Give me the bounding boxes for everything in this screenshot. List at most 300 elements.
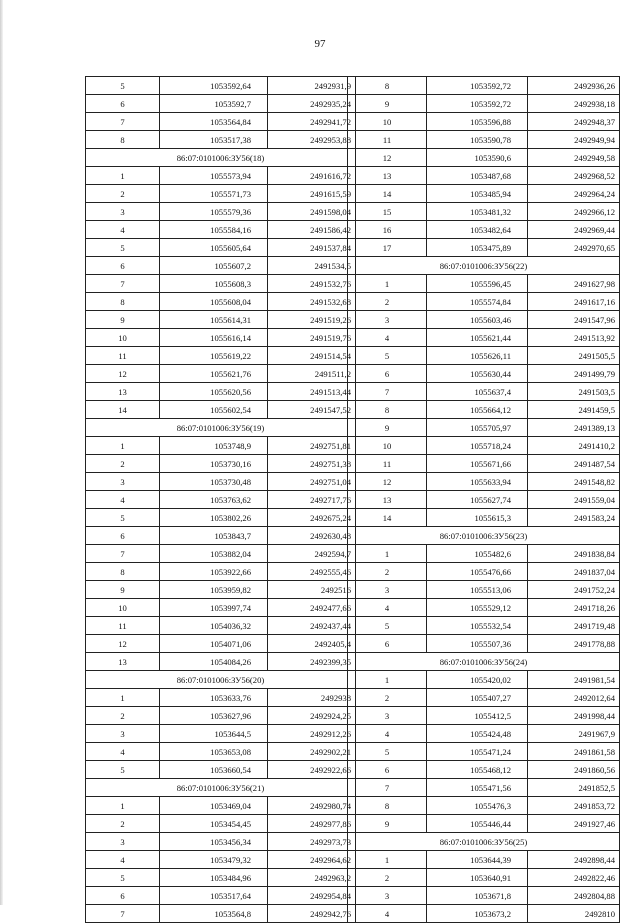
- table-row: [348, 437, 620, 455]
- table-row: [86, 167, 356, 185]
- x-coordinate-cell: 1053592,72: [427, 95, 528, 113]
- parcel-id: 86:07:0101006:ЗУ56(21): [86, 779, 356, 797]
- y-coordinate-cell: 2492810: [528, 905, 620, 923]
- table-row: [348, 851, 620, 869]
- y-coordinate-cell: 2491547,52: [268, 401, 356, 419]
- point-number-cell: 6: [86, 257, 160, 275]
- y-coordinate-cell: 2492516: [268, 581, 356, 599]
- table-row: [348, 365, 620, 383]
- point-number-cell: 9: [348, 419, 427, 437]
- y-coordinate-cell: 2491487,54: [528, 455, 620, 473]
- point-number-cell: 1: [348, 671, 427, 689]
- y-coordinate-cell: 2491511,2: [268, 365, 356, 383]
- table-row: [348, 563, 620, 581]
- x-coordinate-cell: 1053484,96: [160, 869, 268, 887]
- x-coordinate-cell: 1054071,06: [160, 635, 268, 653]
- point-number-cell: 4: [86, 491, 160, 509]
- x-coordinate-cell: 1053592,72: [427, 77, 528, 95]
- x-coordinate-cell: 1055705,97: [427, 419, 528, 437]
- x-coordinate-cell: 1053843,7: [160, 527, 268, 545]
- point-number-cell: 10: [348, 113, 427, 131]
- x-coordinate-cell: 1053660,54: [160, 761, 268, 779]
- parcel-id: 86:07:0101006:ЗУ56(19): [86, 419, 356, 437]
- point-number-cell: 12: [86, 365, 160, 383]
- table-row: [86, 401, 356, 419]
- point-number-cell: 17: [348, 239, 427, 257]
- point-number-cell: 8: [86, 563, 160, 581]
- y-coordinate-cell: 2491778,88: [528, 635, 620, 653]
- x-coordinate-cell: 1055513,06: [427, 581, 528, 599]
- table-row: [348, 887, 620, 905]
- point-number-cell: 11: [86, 617, 160, 635]
- x-coordinate-cell: 1055507,36: [427, 635, 528, 653]
- table-row: [348, 635, 620, 653]
- y-coordinate-cell: 2491534,5: [268, 257, 356, 275]
- y-coordinate-cell: 2492924,25: [268, 707, 356, 725]
- x-coordinate-cell: 1053802,26: [160, 509, 268, 527]
- point-number-cell: 11: [348, 131, 427, 149]
- point-number-cell: 2: [86, 815, 160, 833]
- point-number-cell: 4: [86, 743, 160, 761]
- x-coordinate-cell: 1053456,34: [160, 833, 268, 851]
- table-row: [86, 437, 356, 455]
- y-coordinate-cell: 2492399,35: [268, 653, 356, 671]
- x-coordinate-cell: 1055573,94: [160, 167, 268, 185]
- point-number-cell: 7: [348, 779, 427, 797]
- point-number-cell: 2: [348, 563, 427, 581]
- table-row: [86, 905, 356, 923]
- y-coordinate-cell: 2492477,66: [268, 599, 356, 617]
- y-coordinate-cell: 2492954,84: [268, 887, 356, 905]
- y-coordinate-cell: 2492912,26: [268, 725, 356, 743]
- table-row: [348, 581, 620, 599]
- point-number-cell: 13: [86, 653, 160, 671]
- table-row: [86, 815, 356, 833]
- x-coordinate-cell: 1055574,84: [427, 293, 528, 311]
- table-row: [348, 203, 620, 221]
- table-row: [86, 545, 356, 563]
- x-coordinate-cell: 1053590,6: [427, 149, 528, 167]
- table-row: [86, 599, 356, 617]
- x-coordinate-cell: 1055420,02: [427, 671, 528, 689]
- x-coordinate-cell: 1053596,88: [427, 113, 528, 131]
- y-coordinate-cell: 2492555,46: [268, 563, 356, 581]
- x-coordinate-cell: 1053469,04: [160, 797, 268, 815]
- point-number-cell: 13: [348, 167, 427, 185]
- x-coordinate-cell: 1053564,8: [160, 905, 268, 923]
- parcel-id: 86:07:0101006:ЗУ56(18): [86, 149, 356, 167]
- point-number-cell: 5: [348, 743, 427, 761]
- x-coordinate-cell: 1055608,3: [160, 275, 268, 293]
- point-number-cell: 4: [86, 221, 160, 239]
- parcel-id: 86:07:0101006:ЗУ56(23): [348, 527, 620, 545]
- y-coordinate-cell: 2491410,2: [528, 437, 620, 455]
- point-number-cell: 5: [86, 239, 160, 257]
- x-coordinate-cell: 1053517,64: [160, 887, 268, 905]
- table-row: [348, 239, 620, 257]
- table-row: [348, 383, 620, 401]
- x-coordinate-cell: 1053633,76: [160, 689, 268, 707]
- point-number-cell: 6: [348, 635, 427, 653]
- table-row: [348, 905, 620, 923]
- table-row: [86, 113, 356, 131]
- point-number-cell: 5: [86, 761, 160, 779]
- point-number-cell: 12: [86, 635, 160, 653]
- point-number-cell: 3: [86, 203, 160, 221]
- y-coordinate-cell: 2491513,44: [268, 383, 356, 401]
- table-row: [86, 707, 356, 725]
- table-row: [86, 221, 356, 239]
- point-number-cell: 1: [348, 275, 427, 293]
- table-row: [348, 545, 620, 563]
- table-row: [348, 779, 620, 797]
- x-coordinate-cell: 1055614,31: [160, 311, 268, 329]
- x-coordinate-cell: 1053479,32: [160, 851, 268, 869]
- table-row: [86, 329, 356, 347]
- point-number-cell: 8: [348, 797, 427, 815]
- table-row: [86, 563, 356, 581]
- y-coordinate-cell: 2492717,76: [268, 491, 356, 509]
- x-coordinate-cell: 1055596,45: [427, 275, 528, 293]
- y-coordinate-cell: 2492964,62: [268, 851, 356, 869]
- x-coordinate-cell: 1055468,12: [427, 761, 528, 779]
- table-row: [348, 689, 620, 707]
- y-coordinate-cell: 2492898,44: [528, 851, 620, 869]
- x-coordinate-cell: 1053487,68: [427, 167, 528, 185]
- point-number-cell: 7: [86, 905, 160, 923]
- y-coordinate-cell: 2492405,4: [268, 635, 356, 653]
- table-row: [86, 239, 356, 257]
- table-row: [348, 725, 620, 743]
- table-row: [348, 473, 620, 491]
- x-coordinate-cell: 1053763,62: [160, 491, 268, 509]
- x-coordinate-cell: 1053748,9: [160, 437, 268, 455]
- x-coordinate-cell: 1053475,89: [427, 239, 528, 257]
- point-number-cell: 5: [86, 77, 160, 95]
- x-coordinate-cell: 1055616,14: [160, 329, 268, 347]
- table-row: [348, 599, 620, 617]
- point-number-cell: 6: [86, 887, 160, 905]
- x-coordinate-cell: 1055471,24: [427, 743, 528, 761]
- point-number-cell: 7: [86, 545, 160, 563]
- parcel-header-row: [86, 779, 356, 797]
- y-coordinate-cell: 2492966,12: [528, 203, 620, 221]
- table-row: [86, 311, 356, 329]
- x-coordinate-cell: 1053592,64: [160, 77, 268, 95]
- table-row: [86, 473, 356, 491]
- x-coordinate-cell: 1053481,32: [427, 203, 528, 221]
- point-number-cell: 10: [86, 599, 160, 617]
- point-number-cell: 8: [348, 401, 427, 419]
- y-coordinate-cell: 2491853,72: [528, 797, 620, 815]
- y-coordinate-cell: 2492970,65: [528, 239, 620, 257]
- y-coordinate-cell: 2492949,58: [528, 149, 620, 167]
- parcel-id: 86:07:0101006:ЗУ56(20): [86, 671, 356, 689]
- parcel-header-row: [86, 671, 356, 689]
- table-row: [348, 221, 620, 239]
- y-coordinate-cell: 2492938,18: [528, 95, 620, 113]
- point-number-cell: 6: [348, 761, 427, 779]
- x-coordinate-cell: 1053482,64: [427, 221, 528, 239]
- x-coordinate-cell: 1055627,74: [427, 491, 528, 509]
- x-coordinate-cell: 1055424,48: [427, 725, 528, 743]
- y-coordinate-cell: 2491547,96: [528, 311, 620, 329]
- table-row: [86, 257, 356, 275]
- x-coordinate-cell: 1055584,16: [160, 221, 268, 239]
- table-row: [86, 365, 356, 383]
- point-number-cell: 4: [348, 725, 427, 743]
- table-row: [86, 383, 356, 401]
- point-number-cell: 7: [348, 383, 427, 401]
- point-number-cell: 10: [348, 437, 427, 455]
- page-number: 97: [314, 38, 326, 50]
- y-coordinate-cell: 2492822,46: [528, 869, 620, 887]
- point-number-cell: 1: [348, 851, 427, 869]
- x-coordinate-cell: 1053485,94: [427, 185, 528, 203]
- table-row: [86, 725, 356, 743]
- x-coordinate-cell: 1055482,6: [427, 545, 528, 563]
- x-coordinate-cell: 1055637,4: [427, 383, 528, 401]
- table-row: [348, 347, 620, 365]
- table-row: [86, 743, 356, 761]
- y-coordinate-cell: 2492675,24: [268, 509, 356, 527]
- point-number-cell: 16: [348, 221, 427, 239]
- point-number-cell: 8: [86, 131, 160, 149]
- x-coordinate-cell: 1055602,54: [160, 401, 268, 419]
- y-coordinate-cell: 2492931,9: [268, 77, 356, 95]
- y-coordinate-cell: 2491548,82: [528, 473, 620, 491]
- x-coordinate-cell: 1055718,24: [427, 437, 528, 455]
- point-number-cell: 15: [348, 203, 427, 221]
- y-coordinate-cell: 2492751,38: [268, 455, 356, 473]
- point-number-cell: 11: [86, 347, 160, 365]
- parcel-header-row: [86, 419, 356, 437]
- x-coordinate-cell: 1053922,66: [160, 563, 268, 581]
- y-coordinate-cell: 2491981,54: [528, 671, 620, 689]
- point-number-cell: 6: [348, 365, 427, 383]
- point-number-cell: 12: [348, 149, 427, 167]
- y-coordinate-cell: 2491505,5: [528, 347, 620, 365]
- x-coordinate-cell: 1053882,04: [160, 545, 268, 563]
- x-coordinate-cell: 1053959,82: [160, 581, 268, 599]
- x-coordinate-cell: 1055615,3: [427, 509, 528, 527]
- point-number-cell: 2: [348, 293, 427, 311]
- point-number-cell: 3: [86, 473, 160, 491]
- x-coordinate-cell: 1055532,54: [427, 617, 528, 635]
- x-coordinate-cell: 1055579,36: [160, 203, 268, 221]
- x-coordinate-cell: 1053564,84: [160, 113, 268, 131]
- x-coordinate-cell: 1055633,94: [427, 473, 528, 491]
- x-coordinate-cell: 1053644,5: [160, 725, 268, 743]
- table-row: [86, 689, 356, 707]
- point-number-cell: 6: [86, 527, 160, 545]
- y-coordinate-cell: 2491967,9: [528, 725, 620, 743]
- x-coordinate-cell: 1055476,3: [427, 797, 528, 815]
- y-coordinate-cell: 2492953,88: [268, 131, 356, 149]
- x-coordinate-cell: 1055630,44: [427, 365, 528, 383]
- x-coordinate-cell: 1055446,44: [427, 815, 528, 833]
- table-row: [348, 185, 620, 203]
- table-row: [86, 275, 356, 293]
- x-coordinate-cell: 1055608,04: [160, 293, 268, 311]
- x-coordinate-cell: 1053730,48: [160, 473, 268, 491]
- table-row: [348, 311, 620, 329]
- coordinates-table-left: [85, 76, 356, 923]
- parcel-header-row: [86, 149, 356, 167]
- point-number-cell: 2: [348, 689, 427, 707]
- y-coordinate-cell: 2491838,84: [528, 545, 620, 563]
- y-coordinate-cell: 2491861,58: [528, 743, 620, 761]
- point-number-cell: 2: [86, 455, 160, 473]
- point-number-cell: 10: [86, 329, 160, 347]
- table-row: [348, 113, 620, 131]
- point-number-cell: 3: [348, 707, 427, 725]
- y-coordinate-cell: 2492751,04: [268, 473, 356, 491]
- table-row: [348, 401, 620, 419]
- point-number-cell: 3: [86, 833, 160, 851]
- x-coordinate-cell: 1055620,56: [160, 383, 268, 401]
- y-coordinate-cell: 2491837,04: [528, 563, 620, 581]
- y-coordinate-cell: 2491616,72: [268, 167, 356, 185]
- x-coordinate-cell: 1055571,73: [160, 185, 268, 203]
- point-number-cell: 1: [86, 797, 160, 815]
- point-number-cell: 4: [348, 599, 427, 617]
- y-coordinate-cell: 2491459,5: [528, 401, 620, 419]
- table-row: [348, 275, 620, 293]
- point-number-cell: 3: [348, 581, 427, 599]
- x-coordinate-cell: 1055619,22: [160, 347, 268, 365]
- table-row: [348, 815, 620, 833]
- point-number-cell: 1: [86, 689, 160, 707]
- x-coordinate-cell: 1055407,27: [427, 689, 528, 707]
- y-coordinate-cell: 2491615,59: [268, 185, 356, 203]
- table-row: [86, 887, 356, 905]
- y-coordinate-cell: 2491537,84: [268, 239, 356, 257]
- y-coordinate-cell: 2492977,86: [268, 815, 356, 833]
- y-coordinate-cell: 2491852,5: [528, 779, 620, 797]
- y-coordinate-cell: 2491752,24: [528, 581, 620, 599]
- y-coordinate-cell: 2491719,48: [528, 617, 620, 635]
- parcel-header-row: [348, 257, 620, 275]
- parcel-header-row: [348, 653, 620, 671]
- point-number-cell: 3: [86, 725, 160, 743]
- y-coordinate-cell: 2492936,26: [528, 77, 620, 95]
- y-coordinate-cell: 2492964,24: [528, 185, 620, 203]
- table-row: [86, 761, 356, 779]
- point-number-cell: 3: [348, 887, 427, 905]
- table-row: [86, 491, 356, 509]
- x-coordinate-cell: 1055621,44: [427, 329, 528, 347]
- table-row: [86, 95, 356, 113]
- table-row: [348, 707, 620, 725]
- x-coordinate-cell: 1055671,66: [427, 455, 528, 473]
- table-row: [348, 797, 620, 815]
- y-coordinate-cell: 2492804,88: [528, 887, 620, 905]
- point-number-cell: 5: [86, 509, 160, 527]
- table-row: [348, 293, 620, 311]
- y-coordinate-cell: 2492942,76: [268, 905, 356, 923]
- parcel-header-row: [348, 527, 620, 545]
- point-number-cell: 5: [348, 617, 427, 635]
- table-row: [348, 131, 620, 149]
- y-coordinate-cell: 2491598,04: [268, 203, 356, 221]
- point-number-cell: 14: [348, 185, 427, 203]
- x-coordinate-cell: 1055607,2: [160, 257, 268, 275]
- y-coordinate-cell: 2492594,7: [268, 545, 356, 563]
- parcel-id: 86:07:0101006:ЗУ56(25): [348, 833, 620, 851]
- table-row: [348, 329, 620, 347]
- y-coordinate-cell: 2491998,44: [528, 707, 620, 725]
- table-row: [86, 347, 356, 365]
- point-number-cell: 9: [348, 815, 427, 833]
- table-row: [348, 149, 620, 167]
- y-coordinate-cell: 2491532,68: [268, 293, 356, 311]
- x-coordinate-cell: 1053517,38: [160, 131, 268, 149]
- y-coordinate-cell: 2491718,26: [528, 599, 620, 617]
- parcel-id: 86:07:0101006:ЗУ56(22): [348, 257, 620, 275]
- point-number-cell: 7: [86, 275, 160, 293]
- table-row: [86, 653, 356, 671]
- point-number-cell: 9: [86, 311, 160, 329]
- x-coordinate-cell: 1054084,26: [160, 653, 268, 671]
- y-coordinate-cell: 2492938: [268, 689, 356, 707]
- y-coordinate-cell: 2491519,76: [268, 329, 356, 347]
- y-coordinate-cell: 2492968,52: [528, 167, 620, 185]
- parcel-header-row: [348, 833, 620, 851]
- table-row: [348, 869, 620, 887]
- y-coordinate-cell: 2491617,16: [528, 293, 620, 311]
- x-coordinate-cell: 1053627,96: [160, 707, 268, 725]
- y-coordinate-cell: 2492980,74: [268, 797, 356, 815]
- point-number-cell: 2: [86, 707, 160, 725]
- x-coordinate-cell: 1055412,5: [427, 707, 528, 725]
- point-number-cell: 7: [86, 113, 160, 131]
- y-coordinate-cell: 2492902,21: [268, 743, 356, 761]
- y-coordinate-cell: 2492935,24: [268, 95, 356, 113]
- table-row: [348, 167, 620, 185]
- x-coordinate-cell: 1055471,56: [427, 779, 528, 797]
- x-coordinate-cell: 1053454,45: [160, 815, 268, 833]
- table-row: [86, 77, 356, 95]
- y-coordinate-cell: 2492949,94: [528, 131, 620, 149]
- table-row: [86, 833, 356, 851]
- table-row: [348, 95, 620, 113]
- y-coordinate-cell: 2491586,42: [268, 221, 356, 239]
- x-coordinate-cell: 1053592,7: [160, 95, 268, 113]
- x-coordinate-cell: 1053644,39: [427, 851, 528, 869]
- scan-edge: [0, 0, 3, 905]
- point-number-cell: 5: [86, 869, 160, 887]
- point-number-cell: 12: [348, 473, 427, 491]
- x-coordinate-cell: 1055476,66: [427, 563, 528, 581]
- y-coordinate-cell: 2491927,46: [528, 815, 620, 833]
- table-row: [86, 527, 356, 545]
- point-number-cell: 14: [86, 401, 160, 419]
- point-number-cell: 8: [86, 293, 160, 311]
- x-coordinate-cell: 1053671,8: [427, 887, 528, 905]
- point-number-cell: 4: [348, 329, 427, 347]
- table-row: [348, 743, 620, 761]
- point-number-cell: 4: [86, 851, 160, 869]
- point-number-cell: 1: [86, 437, 160, 455]
- table-row: [348, 491, 620, 509]
- table-row: [86, 293, 356, 311]
- parcel-id: 86:07:0101006:ЗУ56(24): [348, 653, 620, 671]
- point-number-cell: 5: [348, 347, 427, 365]
- point-number-cell: 13: [348, 491, 427, 509]
- table-row: [348, 671, 620, 689]
- y-coordinate-cell: 2492630,48: [268, 527, 356, 545]
